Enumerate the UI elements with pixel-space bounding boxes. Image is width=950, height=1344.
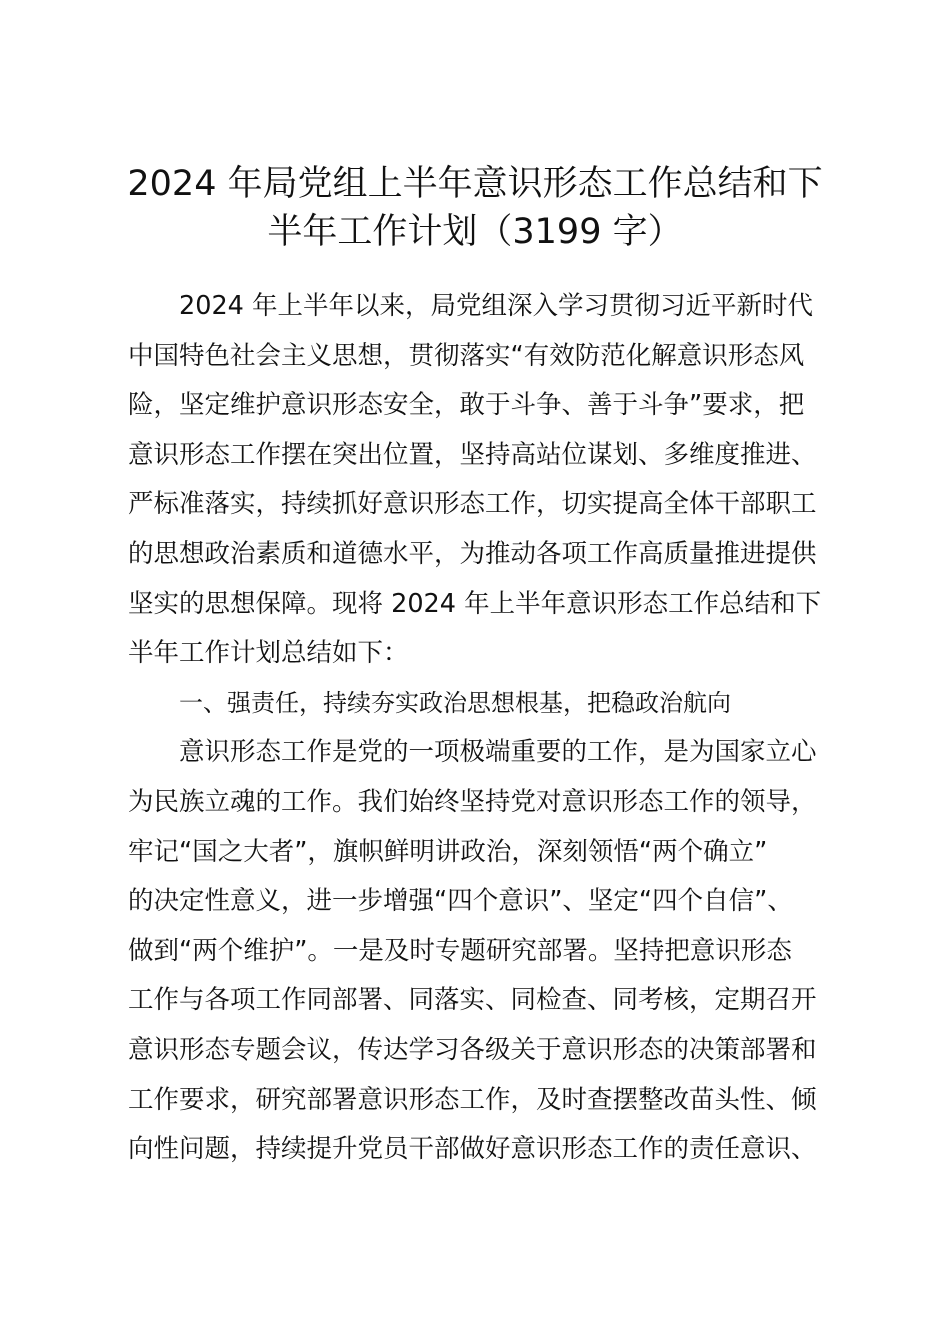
paragraph-line: 的决定性意义，进一步增强“四个意识”、坚定“四个自信”、 [128,886,793,917]
paragraph-line: 意识形态工作摆在突出位置，坚持高站位谋划、多维度推进、 [128,439,817,470]
paragraph-line: 牢记“国之大者”，旗帜鲜明讲政治，深刻领悟“两个确立” [128,836,768,867]
paragraph-line: 的思想政治素质和道德水平，为推动各项工作高质量推进提供 [128,538,817,569]
document-title [110,160,840,256]
paragraph-intro [128,282,848,679]
paragraph-line: 2024 年上半年以来，局党组深入学习贯彻习近平新时代 [179,291,814,321]
paragraph-line: 坚实的思想保障。现将 2024 年上半年意识形态工作总结和下 [128,588,822,619]
title-line-2: 半年工作计划（3199 字） [267,212,683,252]
section-heading-1: 一、强责任，持续夯实政治思想根基，把稳政治航向 [179,688,731,717]
paragraph-line: 意识形态工作是党的一项极端重要的工作，是为国家立心 [179,737,817,768]
paragraph-line: 向性问题，持续提升党员干部做好意识形态工作的责任意识、 [128,1134,817,1165]
title-line-1: 2024 年局党组上半年意识形态工作总结和下 [127,164,823,204]
paragraph-line: 半年工作计划总结如下： [128,638,409,669]
paragraph-line: 为民族立魂的工作。我们始终坚持党对意识形态工作的领导， [128,786,817,817]
paragraph-line: 做到“两个维护”。一是及时专题研究部署。坚持把意识形态 [128,935,792,966]
document-body [128,282,848,1175]
paragraph-line: 工作与各项工作同部署、同落实、同检查、同考核，定期召开 [128,985,817,1016]
paragraph-line: 险，坚定维护意识形态安全，敢于斗争、善于斗争”要求，把 [128,390,805,421]
paragraph-line: 工作要求，研究部署意识形态工作，及时查摆整改苗头性、倾 [128,1084,817,1115]
paragraph-line: 意识形态专题会议，传达学习各级关于意识形态的决策部署和 [128,1034,817,1065]
paragraph-line: 中国特色社会主义思想，贯彻落实“有效防范化解意识形态风 [128,340,805,371]
paragraph-line: 严标准落实，持续抓好意识形态工作，切实提高全体干部职工 [128,489,817,520]
paragraph-section1 [128,728,848,1174]
